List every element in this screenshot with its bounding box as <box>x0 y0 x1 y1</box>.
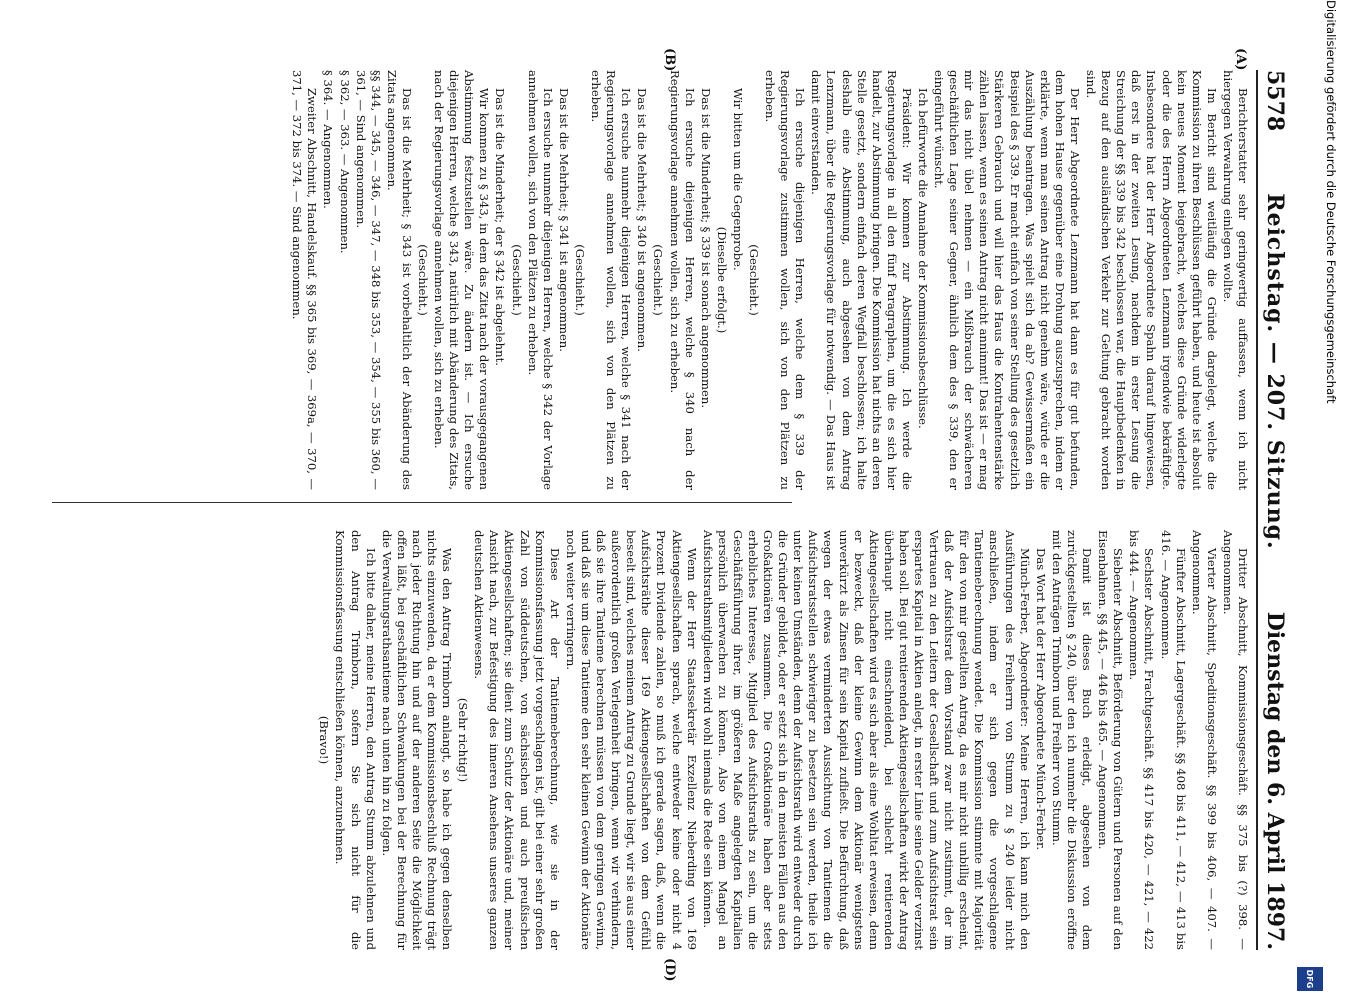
left-column-paragraph: Das ist die Mehrheit; § 340 ist angenommen. <box>635 88 650 352</box>
right-column-paragraph: Vierter Abschnitt, Speditionsgeschäft. §§ 399 bis 406, — 407. — Angenommen. <box>1189 530 1219 950</box>
left-column-paragraph: Ich ersuche nunmehr diejenigen Herren, welche § 341 nach der Regierungsvorlage annehmen wollen, sich von den Plätzen zu erheben. <box>589 70 634 490</box>
left-column-paragraph: Berichterstatter sehr geringwertig auffassen, wenn ich nicht hiergegen Verwahrung einlegen wollte. <box>1220 70 1250 490</box>
margin-letter-b: (B) <box>662 48 677 72</box>
right-column-paragraph: Wenn der Herr Staatssekretär Exzellenz Nieberding von 169 Aktiengesellschaften sprach, welche entweder keine oder nicht 4 Prozent Dividende zahlen, so muß ich gerade sagen, daß, wenn die Aufsichtsräthe dieser 169 Aktiengesellschaften von dem Gefühl beseelt sind, welches meinem Antrag zu Grunde liegt, wir sie aus einer außerordentlich großen Verlegenheit bringen, wenn wir verhindern, daß sie ihre Tantieme berechnen müssen von dem geringen Gewinn, und daß sie um diese Tantieme den sehr kleinen Gewinn der Aktionäre noch weiter verringern. <box>563 530 699 950</box>
right-column-paragraph: Damit ist dieses Buch erledigt, abgesehen von dem zurückgestellten § 240, über den ich nunmehr die Diskussion eröffne mit den Anträgen Trimborn und Freiherr von Stumm. <box>1049 530 1095 950</box>
left-column-paragraph: §§ 344, — 345, — 346, — 347, — 348 bis 353, — 354, — 355 bis 360, — 361, — Sind angenommen. <box>353 70 383 490</box>
left-column-paragraph: Der Herr Abgeordnete Lenzmann hat dann es für gut befunden, dem hohen Hause gegenüber eine Drohung auszusprechen, indem er erklärte, wenn man seinen Antrag nicht genehm wäre, würde er die Auszählung beantragen. Was spielt sich da ab? Gewissermaßen ein Beispiel des § 339. Er macht einfach von seiner Stellung des gesetzlich Stärkeren Gebrauch und will hier das Haus die Kontrahentenstärke zählen lassen, wenn es seinen Antrag nicht annimmt! Das ist — er mag mir das nicht übel nehmen — ein Mißbrauch der schwächeren geschäftlichen Lage seiner Gegner, ähnlich dem des § 339, den er eingeführt wünscht. <box>932 70 1082 490</box>
left-column-paragraph: Das ist die Mehrheit; § 341 ist angenommen. <box>556 88 571 352</box>
left-column-paragraph: § 364. — Angenommen. <box>321 70 336 209</box>
left-column-paragraph: Das ist die Mehrheit; § 343 ist vorbehaltlich der Abänderung des Zitats angenommen. <box>384 70 414 490</box>
left-column-paragraph: Präsident: Wir kommen zur Abstimmung. Ich werde die Regierungsvorlage in all den fünf Paragraphen, um die es sich hier handelt, zur Abstimmung bringen. Die Kommission hat nichts an deren Stelle gesetzt, sondern einfach deren Wegfall beschlossen; ich halte deshalb eine Abstimmung, auch abgesehen von dem Antrag Lenzmann, über die Regierungsvorlage für notwendig. — Das Haus ist damit einverstanden. <box>809 70 914 490</box>
footer-strip <box>1298 0 1353 1000</box>
right-column-paragraph: Das Wort hat der Herr Abgeordnete Münch-Ferber. <box>1033 548 1048 851</box>
left-column-paragraph: § 362, — 363. — Angenommen. <box>337 70 352 254</box>
left-column-paragraph: Ich ersuche diejenigen Herren, welche § 340 nach der Regierungsvorlage annehmen wollen, sich zu erheben. <box>667 70 697 490</box>
left-column-paragraph: Das ist die Minderheit; § 339 ist sonach angenommen. <box>698 88 713 409</box>
left-column-paragraph: Das ist die Minderheit; der § 342 ist abgelehnt. <box>493 88 508 366</box>
left-column-paragraph: Ich ersuche diejenigen Herren, welche dem § 339 der Regierungsvorlage zustimmen wollen, sich von den Plätzen zu erheben. <box>763 70 808 490</box>
page-header <box>1256 70 1292 950</box>
left-column-paragraph: (Geschieht.) <box>572 244 587 316</box>
right-column-paragraph: Diese Art der Tantiemeberechnung, wie sie in der Kommissionsfassung jetzt vorgeschlagen ist, gilt bei einer sehr großen Zahl von süddeutschen, von sächsischen und auch preußischen Aktiengesellschaften; sie dient zum Schutz der Aktionäre und, meiner Ansicht nach, zur Befestigung des inneren Ansehens unseres ganzen deutschen Aktienwesens. <box>472 530 562 950</box>
left-column <box>288 70 1250 490</box>
right-column-paragraph: Ich bitte daher, meine Herren, den Antrag Stumm abzulehnen und den Antrag Trimborn, sofern Sie sich nicht für die Kommissionsfassung entschließen können, anzunehmen. <box>333 530 378 950</box>
right-column-paragraph: Was den Antrag Trimborn anlangt, so habe ich gegen denselben nichts einzuwenden, da er dem Kommissionsbeschluß Rechnung trägt nach jeder Richtung hin und auf der anderen Seite die Möglichkeit offen läßt, bei geschäftlichen Schwankungen bei der Berechnung für die Verwaltungsrathsantieme nach unten hin zu folgen. <box>379 530 455 950</box>
footer-credit: Digitalisierung gefördert durch die Deutsche Forschungsgemeinschaft <box>1324 0 1338 404</box>
right-column-paragraph: (Sehr richtig!) <box>456 697 471 783</box>
left-column-paragraph: (Dieselbe erfolgt.) <box>714 226 729 334</box>
left-column-paragraph: Im Bericht sind weitläufig die Gründe dargelegt, welche die Kommission zu ihren Beschlüssen geführt haben, und heute ist absolut kein neues Moment beigebracht, welches diese Gründe widerlegte oder die des Herrn Abgeordneten Lenzmann irgendwie bekräftigte. Insbesondere hat der Herr Abgeordnete Spahn darauf hingewiesen, daß erst in der zweiten Lesung, nachdem in erster Lesung die Streichung der §§ 339 bis 342 beschlossen war, die Hauptbedenken in Bezug auf den ausländischen Verkehr zur Geltung gebracht worden sind. <box>1084 70 1219 490</box>
left-column-paragraph: Ich ersuche nunmehr diejenigen Herren, welche § 342 der Vorlage annehmen wollen, sich von den Plätzen zu erheben. <box>525 70 555 490</box>
left-column-paragraph: Zweiter Abschnitt, Handelskauf. §§ 365 bis 369, — 369a, — 370, — 371, — 372 bis 374. — Sind angenommen. <box>290 70 320 490</box>
column-divider <box>52 502 792 503</box>
left-column-paragraph: (Geschieht.) <box>416 244 431 316</box>
right-column-paragraph: (Bravo!) <box>317 715 332 765</box>
margin-letter-d: (D) <box>662 958 677 982</box>
page-number: 5578 <box>1262 70 1288 132</box>
left-column-paragraph: (Geschieht.) <box>651 244 666 316</box>
margin-letter-a: (A) <box>1233 48 1248 71</box>
dfg-logo: DFG <box>1297 967 1323 991</box>
session-title: Reichstag. — 207. Sitzung. <box>1262 193 1288 550</box>
left-column-paragraph: Ich befürworte die Annahme der Kommissionsbeschlüsse. <box>916 88 931 429</box>
left-column-paragraph: Wir bitten um die Gegenprobe. <box>730 88 745 271</box>
left-column-paragraph: (Geschieht.) <box>509 244 524 316</box>
right-column-paragraph: Dritter Abschnitt, Kommissionsgeschäft. §§ 375 bis (?) 398. — Angenommen. <box>1220 530 1250 950</box>
right-column-paragraph: Münch-Ferber, Abgeordneter: Meine Herren, ich kann mich den Ausführungen des Freiherrn von Stumm zu § 240 leider nicht anschließen, indem er sich gegen die vorgeschlagene Tantiemeberechnung wendet. Die Kommission stimmte mit Majorität für den von mir gestellten Antrag, da es mir nicht unbillig erscheint, daß der Aufsichtsrat dem Vorstand zwar nicht zustimmt, der im Vertrauen zu den Leitern der Gesellschaft und zum Aufsichtsrat sein erspartes Kapital in Aktien anlegt, in erster Linie seine Gelder verzinst haben soll. Bei gut rentierenden Aktiengesellschaften wirkt der Antrag überhaupt nicht einschneidend, bei schlecht rentierenden Aktiengesellschaften wird es sich aber als eine Wohltat erweisen, denn er bezweckt, daß der kleine Gewinn dem Aktionär wenigstens unverkürzt als Zinsen für sein Kapital zufließt. Die Befürchtung, daß wegen der etwas verminderten Aussichtung von Tantiemen die Aufsichtsratsstellen schwieriger zu besetzen sein werden, theile ich unter keinen Umständen, denn der Aufsichtsrath wird entweder durch die Gründer gebildet, oder er setzt sich in den meisten Fällen aus den Großaktionären zusammen. Die Großaktionäre haben aber stets erhebliches Interesse, Mitglied des Aufsichtsraths zu sein, um die Geschäftsführung ihrer, im größeren Maße angelegten Kapitalien persönlich überwachen zu können. Also von einem Mangel an Aufsichtsrathsmitgliedern wird wohl niemals die Rede sein können. <box>700 530 1032 950</box>
left-column-paragraph: (Geschieht.) <box>747 244 761 316</box>
right-column <box>315 530 1250 950</box>
right-column-paragraph: Sechster Abschnitt, Frachtgeschäft. §§ 417 bis 420, — 421, — 422 bis 444. — Angenommen. <box>1127 530 1157 950</box>
session-date: Dienstag den 6. April 1897. <box>1262 611 1288 950</box>
right-column-paragraph: Siebenter Abschnitt, Beförderung von Gütern und Personen auf den Eisenbahnen. §§ 445, — 446 bis 465. — Angenommen. <box>1096 530 1126 950</box>
right-column-paragraph: Fünfter Abschnitt, Lagergeschäft. §§ 408 bis 411, — 412, — 413 bis 416. — Angenommen. <box>1158 530 1188 950</box>
left-column-paragraph: Wir kommen zu § 343, in dem das Zitat nach der vorausgegangenen Abstimmung festzustellen wäre. Zu ändern ist. — Ich ersuche diejenigen Herren, welche § 343, natürlich mit Abänderung des Zitats, nach der Regierungsvorlage annehmen wollen, sich zu erheben. <box>432 70 492 490</box>
